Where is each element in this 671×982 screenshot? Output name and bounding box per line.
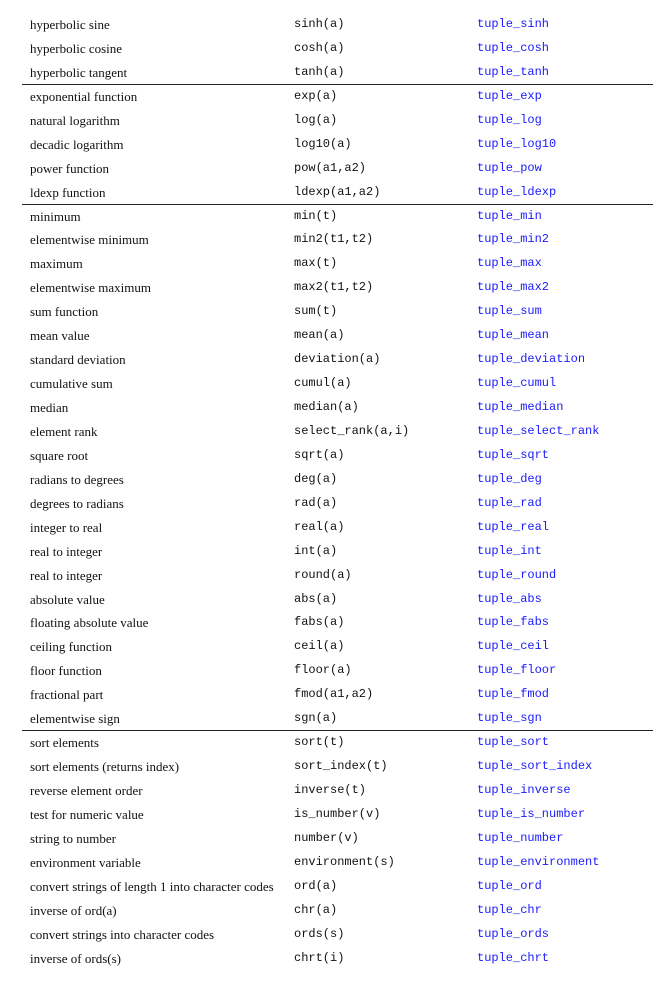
- expression-cell: number(v): [294, 830, 359, 845]
- expression-cell: fabs(a): [294, 615, 345, 630]
- table-row: [22, 611, 653, 635]
- operator-link[interactable]: tuple_sum: [477, 304, 542, 319]
- table-row: [22, 133, 653, 157]
- table-row: [22, 779, 653, 803]
- operator-link[interactable]: tuple_cumul: [477, 376, 557, 391]
- operator-link[interactable]: tuple_deviation: [477, 352, 586, 367]
- table-row: [22, 85, 653, 109]
- description-cell: standard deviation: [30, 352, 126, 368]
- description-cell: square root: [30, 447, 89, 463]
- description-cell: decadic logarithm: [30, 136, 124, 152]
- operator-link[interactable]: tuple_floor: [477, 663, 557, 678]
- description-cell: cumulative sum: [30, 376, 113, 392]
- description-cell: ceiling function: [30, 639, 112, 655]
- table-row: [22, 899, 653, 923]
- expression-cell: ceil(a): [294, 639, 345, 654]
- table-row: [22, 923, 653, 947]
- description-cell: environment variable: [30, 854, 141, 870]
- description-cell: elementwise minimum: [30, 232, 149, 248]
- expression-cell: log(a): [294, 112, 338, 127]
- table-row: [22, 827, 653, 851]
- description-cell: floating absolute value: [30, 615, 149, 631]
- expression-cell: inverse(t): [294, 783, 367, 797]
- description-cell: floor function: [30, 663, 102, 679]
- table-row: [22, 109, 653, 133]
- expression-cell: max(t): [294, 256, 338, 271]
- table-row: [22, 875, 653, 899]
- operator-link[interactable]: tuple_int: [477, 543, 542, 558]
- operator-link[interactable]: tuple_ords: [477, 926, 550, 941]
- operator-link[interactable]: tuple_is_number: [477, 806, 586, 821]
- table-row: [22, 659, 653, 683]
- expression-cell: tanh(a): [294, 64, 345, 79]
- expression-cell: sum(t): [294, 304, 338, 319]
- table-row: [22, 420, 653, 444]
- expression-cell: max2(t1,t2): [294, 280, 374, 295]
- expression-cell: is_number(v): [294, 806, 381, 821]
- operator-link[interactable]: tuple_chrt: [477, 950, 550, 965]
- table-row: [22, 947, 653, 971]
- operator-link[interactable]: tuple_log: [477, 112, 542, 127]
- table-row: [22, 396, 653, 420]
- description-cell: real to integer: [30, 543, 103, 559]
- expression-cell: chr(a): [294, 902, 338, 917]
- expression-cell: abs(a): [294, 591, 338, 606]
- operator-link[interactable]: tuple_round: [477, 567, 557, 582]
- expression-cell: round(a): [294, 567, 352, 582]
- table-row: [22, 707, 653, 731]
- description-cell: ldexp function: [30, 184, 106, 200]
- operator-link[interactable]: tuple_min: [477, 208, 542, 223]
- table-row: [22, 252, 653, 276]
- expression-cell: exp(a): [294, 88, 338, 103]
- expression-cell: deg(a): [294, 471, 338, 486]
- table-row: [22, 731, 653, 755]
- operator-link[interactable]: tuple_exp: [477, 88, 542, 103]
- description-cell: fractional part: [30, 687, 104, 703]
- operator-link[interactable]: tuple_rad: [477, 495, 542, 510]
- table-row: [22, 755, 653, 779]
- table-row: [22, 276, 653, 300]
- expression-cell: deviation(a): [294, 352, 381, 367]
- operator-link[interactable]: tuple_sqrt: [477, 447, 550, 462]
- description-cell: inverse of ord(a): [30, 902, 117, 918]
- operator-link[interactable]: tuple_log10: [477, 136, 557, 151]
- operator-link[interactable]: tuple_fabs: [477, 615, 550, 630]
- operator-link[interactable]: tuple_inverse: [477, 783, 571, 797]
- expression-cell: rad(a): [294, 495, 338, 510]
- operator-link[interactable]: tuple_mean: [477, 328, 550, 343]
- description-cell: radians to degrees: [30, 471, 124, 487]
- description-cell: test for numeric value: [30, 806, 144, 822]
- operator-link[interactable]: tuple_number: [477, 830, 564, 845]
- expression-cell: ord(a): [294, 878, 338, 893]
- description-cell: natural logarithm: [30, 112, 120, 128]
- operator-link[interactable]: tuple_environment: [477, 854, 600, 869]
- operator-link[interactable]: tuple_sinh: [477, 17, 550, 31]
- expression-cell: cosh(a): [294, 40, 345, 55]
- operator-link[interactable]: tuple_chr: [477, 902, 542, 917]
- expression-cell: min2(t1,t2): [294, 232, 374, 247]
- description-cell: power function: [30, 160, 110, 176]
- table-row: [22, 635, 653, 659]
- expression-cell: sort(t): [294, 735, 345, 750]
- operator-link[interactable]: tuple_median: [477, 400, 564, 414]
- operator-link[interactable]: tuple_sgn: [477, 711, 542, 726]
- description-cell: integer to real: [30, 519, 103, 535]
- description-cell: hyperbolic cosine: [30, 40, 123, 56]
- operator-link[interactable]: tuple_fmod: [477, 687, 550, 702]
- expression-cell: fmod(a1,a2): [294, 687, 374, 702]
- description-cell: inverse of ords(s): [30, 950, 121, 966]
- description-cell: mean value: [30, 328, 90, 344]
- operator-link[interactable]: tuple_select_rank: [477, 423, 600, 438]
- operator-link[interactable]: tuple_tanh: [477, 64, 550, 79]
- description-cell: sort elements: [30, 735, 99, 751]
- table-row: [22, 851, 653, 875]
- table-row: [22, 157, 653, 181]
- expression-cell: ords(s): [294, 926, 345, 941]
- table-row: [22, 540, 653, 564]
- table-row: [22, 228, 653, 252]
- table-row: [22, 205, 653, 229]
- table-row: [22, 61, 653, 85]
- operator-link[interactable]: tuple_sort: [477, 735, 550, 750]
- operator-link[interactable]: tuple_max2: [477, 280, 550, 295]
- expression-cell: median(a): [294, 400, 359, 414]
- operator-link[interactable]: tuple_ldexp: [477, 184, 557, 199]
- operator-link[interactable]: tuple_ceil: [477, 639, 550, 654]
- expression-cell: cumul(a): [294, 376, 352, 391]
- expression-cell: min(t): [294, 208, 338, 223]
- operator-link[interactable]: tuple_sort_index: [477, 759, 593, 774]
- table-row: [22, 181, 653, 205]
- description-cell: absolute value: [30, 591, 105, 607]
- description-cell: convert strings into character codes: [30, 926, 215, 942]
- table-row: [22, 348, 653, 372]
- operator-link[interactable]: tuple_min2: [477, 232, 550, 247]
- description-cell: median: [30, 400, 69, 415]
- table-row: [22, 324, 653, 348]
- table-row: [22, 803, 653, 827]
- table-row: [22, 444, 653, 468]
- table-row: [22, 516, 653, 540]
- expression-cell: pow(a1,a2): [294, 160, 367, 175]
- description-cell: exponential function: [30, 88, 138, 104]
- table-row: [22, 588, 653, 612]
- operator-link[interactable]: tuple_abs: [477, 591, 542, 606]
- table-row: [22, 564, 653, 588]
- expression-cell: floor(a): [294, 663, 352, 678]
- description-cell: hyperbolic sine: [30, 17, 110, 32]
- operator-link[interactable]: tuple_pow: [477, 160, 542, 175]
- operator-link[interactable]: tuple_deg: [477, 471, 542, 486]
- description-cell: maximum: [30, 256, 83, 272]
- table-row: [22, 468, 653, 492]
- description-cell: sum function: [30, 304, 99, 320]
- description-cell: reverse element order: [30, 783, 143, 798]
- table-row: [22, 492, 653, 516]
- table-row: [22, 13, 653, 37]
- description-cell: sort elements (returns index): [30, 759, 180, 775]
- description-cell: element rank: [30, 423, 98, 439]
- description-cell: convert strings of length 1 into character codes: [30, 878, 274, 894]
- description-cell: real to integer: [30, 567, 103, 583]
- expression-cell: ldexp(a1,a2): [294, 184, 381, 199]
- operator-link[interactable]: tuple_ord: [477, 878, 542, 893]
- operator-link[interactable]: tuple_max: [477, 256, 542, 271]
- expression-cell: mean(a): [294, 328, 345, 343]
- expression-cell: int(a): [294, 543, 338, 558]
- description-cell: elementwise maximum: [30, 280, 151, 296]
- description-cell: degrees to radians: [30, 495, 124, 511]
- expression-cell: select_rank(a,i): [294, 423, 410, 438]
- description-cell: elementwise sign: [30, 711, 120, 727]
- description-cell: hyperbolic tangent: [30, 64, 128, 80]
- table-row: [22, 372, 653, 396]
- description-cell: string to number: [30, 830, 116, 846]
- expression-cell: sgn(a): [294, 711, 338, 726]
- expression-cell: sinh(a): [294, 17, 345, 31]
- table-row: [22, 683, 653, 707]
- expression-cell: sqrt(a): [294, 447, 345, 462]
- operator-link[interactable]: tuple_cosh: [477, 40, 550, 55]
- table-row: [22, 37, 653, 61]
- expression-cell: log10(a): [294, 136, 352, 151]
- table-row: [22, 300, 653, 324]
- operator-link[interactable]: tuple_real: [477, 519, 550, 534]
- function-table: [22, 13, 653, 971]
- expression-cell: sort_index(t): [294, 759, 388, 774]
- description-cell: minimum: [30, 208, 81, 224]
- expression-cell: environment(s): [294, 854, 395, 869]
- expression-cell: chrt(i): [294, 950, 345, 965]
- expression-cell: real(a): [294, 519, 345, 534]
